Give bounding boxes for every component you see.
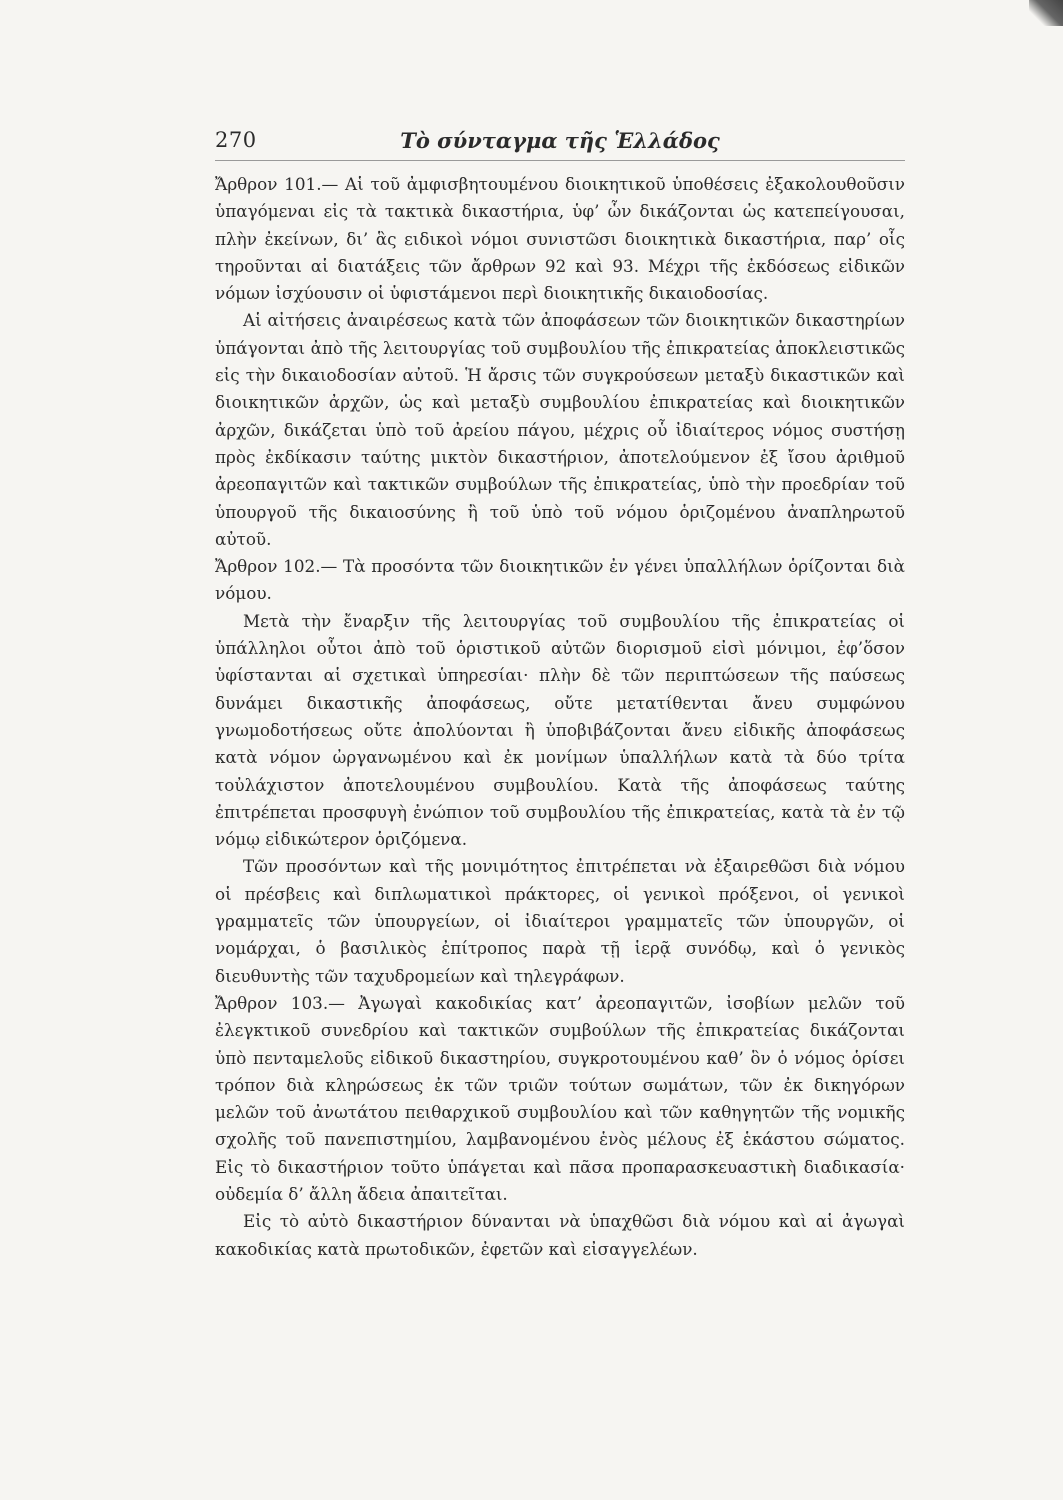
running-title: Τὸ σύνταγμα τῆς Ἑλλάδος: [400, 128, 720, 153]
book-page: [215, 128, 905, 1263]
paragraph: Μετὰ τὴν ἔναρξιν τῆς λειτουργίας τοῦ συμβουλίου τῆς ἐπικρατείας οἱ ὑπάλληλοι οὗτοι ἀπὸ τοῦ ὁριστικοῦ αὐτῶν διορισμοῦ εἰσὶ μόνιμοι, ἐφ’ὅσον ὑφίστανται αἱ σχετικαὶ ὑπηρεσίαι· πλὴν δὲ τῶν περιπτώσεων τῆς παύσεως δυνάμει δικαστικῆς ἀποφάσεως, οὔτε μετατίθενται ἄνευ συμφώνου γνωμοδοτήσεως οὔτε ἀπολύονται ἢ ὑποβιβάζονται ἄνευ εἰδικῆς ἀποφάσεως κατὰ νόμον ὠργανωμένου καὶ ἐκ μονίμων ὑπαλλήλων κατὰ τὰ δύο τρίτα τοὐλάχιστον ἀποτελουμένου συμβουλίου. Κατὰ τῆς ἀποφάσεως ταύτης ἐπιτρέπεται προσφυγὴ ἐνώπιον τοῦ συμβουλίου τῆς ἐπικρατείας, κατὰ τὰ ἐν τῷ νόμῳ εἰδικώτερον ὁριζόμενα.: [215, 610, 905, 850]
page-body: [215, 171, 905, 1263]
page-header: [215, 128, 905, 161]
paragraph: Αἱ αἰτήσεις ἀναιρέσεως κατὰ τῶν ἀποφάσεων τῶν διοικητικῶν δικαστηρίων ὑπάγονται ἀπὸ τῆς λειτουργίας τοῦ συμβουλίου τῆς ἐπικρατείας ἀποκλειστικῶς εἰς τὴν δικαιοδοσίαν αὐτοῦ. Ἡ ἄρσις τῶν συγκρούσεων μεταξὺ δικαστικῶν καὶ διοικητικῶν ἀρχῶν, ὡς καὶ μεταξὺ συμβουλίου ἐπικρατείας καὶ διοικητικῶν ἀρχῶν, δικάζεται ὑπὸ τοῦ ἀρείου πάγου, μέχρις οὗ ἰδιαίτερος νόμος συστήσῃ πρὸς ἐκδίκασιν ταύτης μικτὸν δικαστήριον, ἀποτελούμενον ἐξ ἴσου ἀριθμοῦ ἀρεοπαγιτῶν καὶ τακτικῶν συμβούλων τῆς ἐπικρατείας, ὑπὸ τὴν προεδρίαν τοῦ ὑπουργοῦ τῆς δικαιοσύνης ἢ τοῦ ὑπὸ τοῦ νόμου ὁριζομένου ἀναπληρωτοῦ αὐτοῦ.: [215, 310, 905, 549]
page-corner-shadow: [1029, 0, 1063, 26]
page-number: 270: [215, 128, 257, 152]
paragraph: Εἰς τὸ αὐτὸ δικαστήριον δύνανται νὰ ὑπαχθῶσι διὰ νόμου καὶ αἱ ἀγωγαὶ κακοδικίας κατὰ πρωτοδικῶν, ἐφετῶν καὶ εἰσαγγελέων.: [215, 1211, 905, 1259]
paragraph-article-102: Ἄρθρον 102.— Τὰ προσόντα τῶν διοικητικῶν ἐν γένει ὑπαλλήλων ὁρίζονται διὰ νόμου.: [215, 556, 905, 604]
paragraph-article-101: Ἄρθρον 101.— Αἱ τοῦ ἀμφισβητουμένου διοικητικοῦ ὑποθέσεις ἐξακολουθοῦσιν ὑπαγόμεναι εἰς τὰ τακτικὰ δικαστήρια, ὑφ’ ὧν δικάζονται ὡς κατεπείγουσαι, πλὴν ἐκείνων, δι’ ἃς ειδικοὶ νόμοι συνιστῶσι διοικητικὰ δικαστήρια, παρ’ οἷς τηροῦνται αἱ διατάξεις τῶν ἄρθρων 92 καὶ 93. Μέχρι τῆς ἐκδόσεως εἰδικῶν νόμων ἰσχύουσιν οἱ ὑφιστάμενοι περὶ διοικητικῆς δικαιοδοσίας.: [215, 174, 905, 304]
paragraph: Τῶν προσόντων καὶ τῆς μονιμότητος ἐπιτρέπεται νὰ ἐξαιρεθῶσι διὰ νόμου οἱ πρέσβεις καὶ διπλωματικοὶ πράκτορες, οἱ γενικοὶ πρόξενοι, οἱ γενικοὶ γραμματεῖς τῶν ὑπουργείων, οἱ ἰδιαίτεροι γραμματεῖς τῶν ὑπουργῶν, οἱ νομάρχαι, ὁ βασιλικὸς ἐπίτροπος παρὰ τῇ ἱερᾷ συνόδῳ, καὶ ὁ γενικὸς διευθυντὴς τῶν ταχυδρομείων καὶ τηλεγράφων.: [215, 856, 905, 986]
paragraph-article-103: Ἄρθρον 103.— Ἀγωγαὶ κακοδικίας κατ’ ἀρεοπαγιτῶν, ἰσοβίων μελῶν τοῦ ἐλεγκτικοῦ συνεδρίου καὶ τακτικῶν συμβούλων τῆς ἐπικρατείας δικάζονται ὑπὸ πενταμελοῦς εἰδικοῦ δικαστηρίου, συγκροτουμένου καθ’ ὃν ὁ νόμος ὁρίσει τρόπον διὰ κληρώσεως ἐκ τῶν τριῶν τούτων σωμάτων, τῶν ἐκ δικηγόρων μελῶν τοῦ ἀνωτάτου πειθαρχικοῦ συμβουλίου καὶ τῶν καθηγητῶν τῆς νομικῆς σχολῆς τοῦ πανεπιστημίου, λαμβανομένου ἑνὸς μέλους ἐξ ἑκάστου σώματος. Εἰς τὸ δικαστήριον τοῦτο ὑπάγεται καὶ πᾶσα προπαρασκευαστικὴ διαδικασία· οὐδεμία δ’ ἄλλη ἄδεια ἀπαιτεῖται.: [215, 992, 905, 1204]
